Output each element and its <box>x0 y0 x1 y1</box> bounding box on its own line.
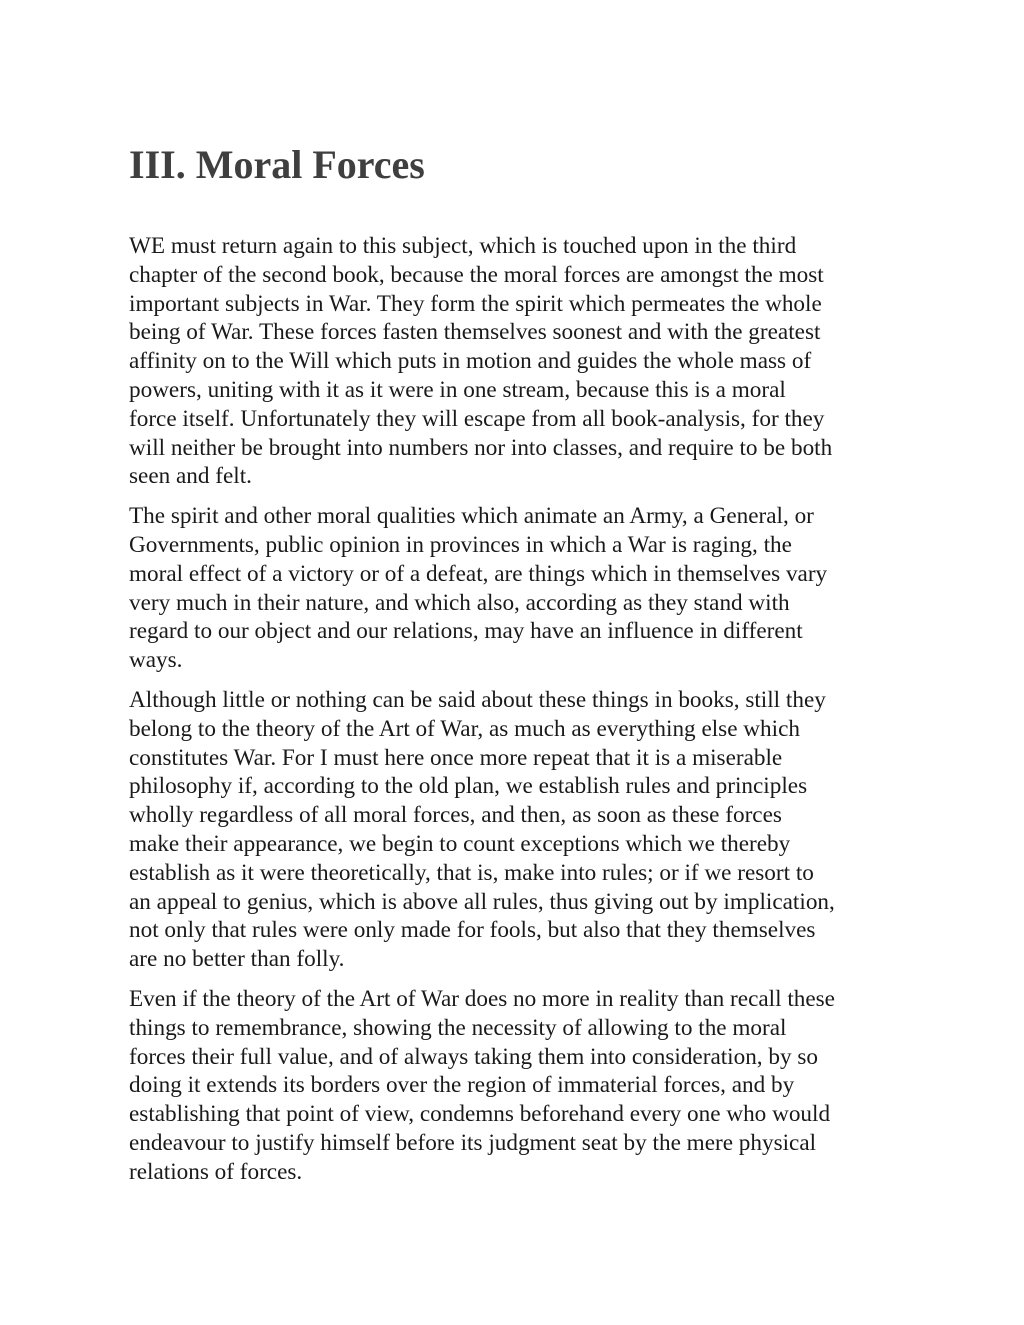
paragraph-4 <box>129 985 899 1187</box>
text-line: regard to our object and our relations, may have an influence in different <box>129 618 803 645</box>
text-line: affinity on to the Will which puts in motion and guides the whole mass of <box>129 348 812 375</box>
chapter-title: III. Moral Forces <box>129 142 425 187</box>
text-line: WE must return again to this subject, which is touched upon in the third <box>129 233 797 259</box>
text-line: relations of forces. <box>129 1158 303 1185</box>
text-line: make their appearance, we begin to count exceptions which we thereby <box>129 830 791 857</box>
text-line: force itself. Unfortunately they will escape from all book-analysis, for they <box>129 405 825 432</box>
text-line: Although little or nothing can be said about these things in books, still they <box>129 686 826 713</box>
text-line: constitutes War. For I must here once more repeat that it is a miserable <box>129 744 783 771</box>
text-line: important subjects in War. They form the spirit which permeates the whole <box>129 290 822 317</box>
text-line: ways. <box>129 647 183 674</box>
paragraph-3 <box>129 686 899 974</box>
text-line: endeavour to justify himself before its judgment seat by the mere physical <box>129 1129 817 1156</box>
text-line: seen and felt. <box>129 463 252 490</box>
body-text <box>129 232 899 1198</box>
text-line: establish as it were theoretically, that is, make into rules; or if we resort to <box>129 859 814 886</box>
text-line: chapter of the second book, because the moral forces are amongst the most <box>129 261 824 288</box>
paragraph-2 <box>129 502 899 675</box>
text-line: forces their full value, and of always taking them into consideration, by so <box>129 1043 819 1070</box>
text-line: doing it extends its borders over the region of immaterial forces, and by <box>129 1072 795 1099</box>
paragraph-1 <box>129 232 899 491</box>
text-line: The spirit and other moral qualities which animate an Army, a General, or <box>129 503 814 530</box>
text-line: being of War. These forces fasten themselves soonest and with the greatest <box>129 319 821 346</box>
text-line: things to remembrance, showing the necessity of allowing to the moral <box>129 1014 787 1041</box>
text-line: very much in their nature, and which also, according as they stand with <box>129 589 790 616</box>
text-line: philosophy if, according to the old plan, we establish rules and principles <box>129 773 808 800</box>
text-line: belong to the theory of the Art of War, as much as everything else which <box>129 715 800 742</box>
text-line: wholly regardless of all moral forces, and then, as soon as these forces <box>129 802 782 829</box>
text-line: establishing that point of view, condemns beforehand every one who would <box>129 1101 831 1128</box>
text-line: Even if the theory of the Art of War does no more in reality than recall these <box>129 985 835 1012</box>
text-line: not only that rules were only made for fools, but also that they themselves <box>129 917 816 944</box>
text-line: will neither be brought into numbers nor into classes, and require to be both <box>129 434 833 461</box>
text-line: moral effect of a victory or of a defeat, are things which in themselves vary <box>129 560 828 587</box>
text-line: are no better than folly. <box>129 946 345 973</box>
text-line: powers, uniting with it as it were in one stream, because this is a moral <box>129 376 786 403</box>
text-line: Governments, public opinion in provinces in which a War is raging, the <box>129 531 792 558</box>
text-line: an appeal to genius, which is above all rules, thus giving out by implication, <box>129 888 835 915</box>
